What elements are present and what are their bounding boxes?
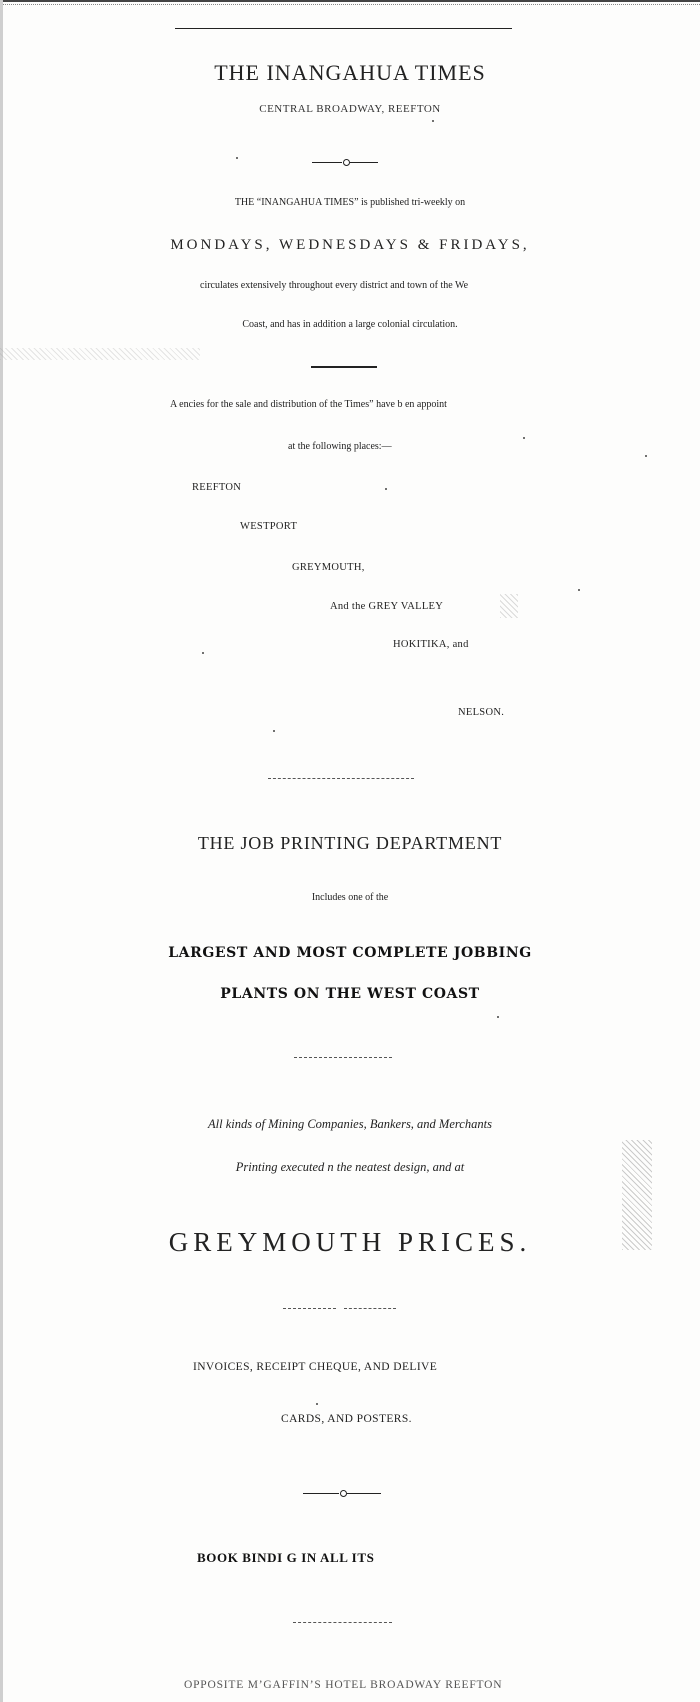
top-rule xyxy=(175,28,512,29)
page-stain xyxy=(622,1140,652,1250)
place-reefton: REEFTON xyxy=(192,482,242,493)
section-rule xyxy=(283,1308,336,1309)
place-greymouth: GREYMOUTH, xyxy=(292,562,365,573)
page-stain xyxy=(0,348,200,360)
ink-speck xyxy=(645,455,647,457)
ink-speck xyxy=(432,120,434,122)
invoices-line-2: CARDS, AND POSTERS. xyxy=(281,1413,412,1425)
place-nelson: NELSON. xyxy=(458,707,505,718)
top-border xyxy=(0,0,700,5)
page-stain xyxy=(500,594,518,618)
masthead-title: THE INANGAHUA TIMES xyxy=(214,60,486,85)
invoices-line-1: INVOICES, RECEIPT CHEQUE, AND DELIVE xyxy=(193,1361,438,1373)
ink-speck xyxy=(236,157,238,159)
ink-speck xyxy=(273,730,275,732)
agencies-line-1: A encies for the sale and distribution of the Times” have b en appoint xyxy=(170,399,447,410)
ink-speck xyxy=(578,589,580,591)
ink-speck xyxy=(523,437,525,439)
job-printing-title: THE JOB PRINTING DEPARTMENT xyxy=(197,833,503,853)
ornament-divider xyxy=(303,1490,381,1498)
section-rule xyxy=(268,778,414,779)
mining-line-2: Printing executed n the neatest design, and at xyxy=(235,1160,465,1174)
greymouth-prices: GREYMOUTH PRICES. xyxy=(168,1227,532,1257)
publication-intro: THE “INANGAHUA TIMES” is published tri-weekly on xyxy=(234,197,466,208)
place-grey-valley: And the GREY VALLEY xyxy=(330,601,444,612)
agencies-line-2: at the following places:— xyxy=(288,441,392,452)
footer-address: OPPOSITE M’GAFFIN’S HOTEL BROADWAY REEFTON xyxy=(184,1679,503,1691)
bookbinding-line: BOOK BINDI G IN ALL ITS xyxy=(197,1550,375,1565)
circulation-line-2: Coast, and has in addition a large colonial circulation. xyxy=(242,319,458,330)
ink-speck xyxy=(202,652,204,654)
mining-line-1: All kinds of Mining Companies, Bankers, and Merchants xyxy=(208,1117,492,1131)
section-rule xyxy=(344,1308,396,1309)
plants-line: PLANTS ON THE WEST COAST xyxy=(220,986,480,1002)
masthead-address: CENTRAL BROADWAY, REEFTON xyxy=(259,103,441,115)
ornament-divider xyxy=(312,159,378,167)
ink-speck xyxy=(385,488,387,490)
publication-days: MONDAYS, WEDNESDAYS & FRIDAYS, xyxy=(170,237,530,253)
section-rule xyxy=(293,1622,392,1623)
place-hokitika: HOKITIKA, and xyxy=(393,639,469,650)
ink-speck xyxy=(316,1403,318,1405)
section-rule xyxy=(311,366,377,368)
largest-line: LARGEST AND MOST COMPLETE JOBBING xyxy=(168,945,532,961)
job-printing-includes: Includes one of the xyxy=(311,892,389,903)
place-westport: WESTPORT xyxy=(240,521,298,532)
ink-speck xyxy=(497,1016,499,1018)
circulation-line-1: circulates extensively throughout every district and town of the We xyxy=(200,280,469,291)
section-rule xyxy=(294,1057,392,1058)
